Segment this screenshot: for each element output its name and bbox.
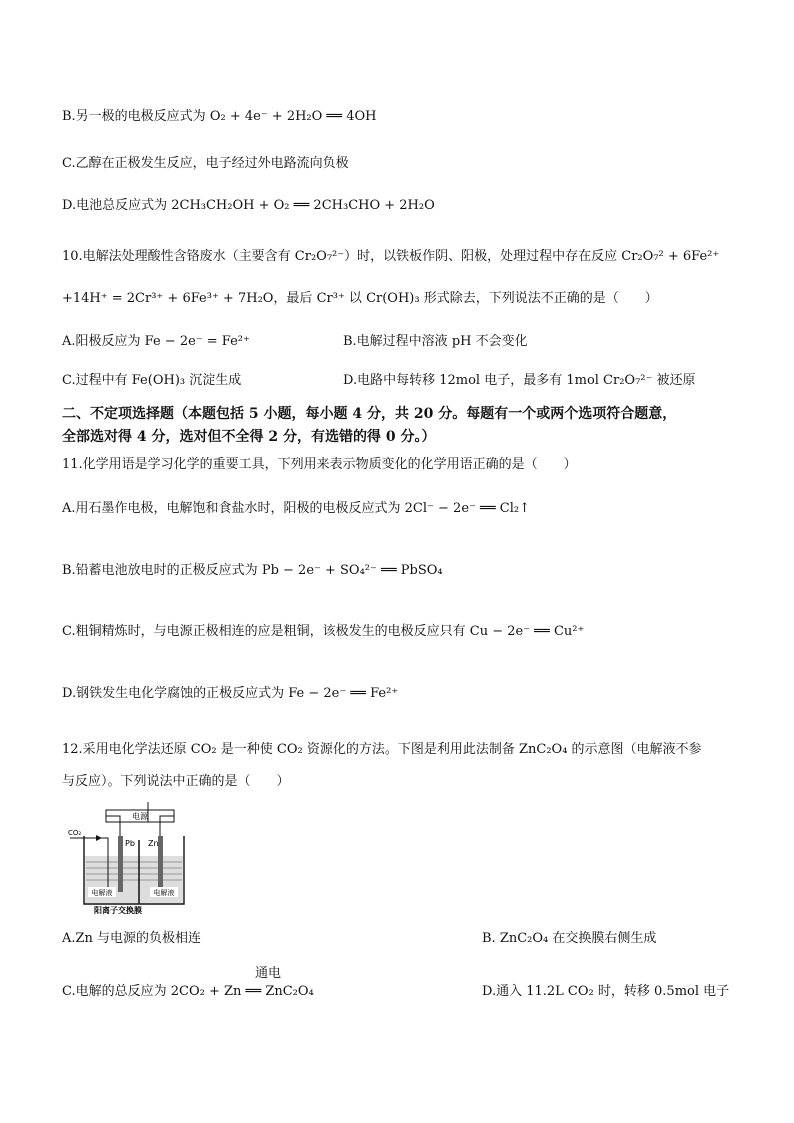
q12-c-condition: 通电: [255, 966, 282, 981]
q12-option-d: D.通入 11.2L CO₂ 时，转移 0.5mol 电子: [482, 984, 730, 999]
q11-option-a: A.用石墨作电极，电解饱和食盐水时，阳极的电极反应式为 2Cl⁻ − 2e⁻ ══ Cl₂↑: [62, 501, 531, 516]
section2-heading-line1: 二、不定项选择题（本题包括 5 小题，每小题 4 分，共 20 分。每题有一个或两个选项符合题意，: [62, 406, 677, 422]
membrane-label: 阳离子交换膜: [94, 906, 142, 915]
q12-stem-line1: 12.采用电化学法还原 CO₂ 是一种使 CO₂ 资源化的方法。下图是利用此法制备 ZnC₂O₄ 的示意图（电解液不参: [62, 742, 702, 757]
q10-stem-line1: 10.电解法处理酸性含铬废水（主要含有 Cr₂O₇²⁻）时，以铁板作阴、阳极，处理过程中存在反应 Cr₂O₇² + 6Fe²⁺: [62, 249, 720, 264]
q11-stem: 11.化学用语是学习化学的重要工具，下列用来表示物质变化的化学用语正确的是（ ）: [62, 457, 577, 472]
q11-option-b: B.铅蓄电池放电时的正极反应式为 Pb − 2e⁻ + SO₄²⁻ ══ PbSO₄: [62, 563, 443, 578]
q10-option-b: B.电解过程中溶液 pH 不会变化: [343, 334, 528, 349]
electrolysis-cell-diagram: [66, 800, 196, 915]
q10-option-a: A.阳极反应为 Fe − 2e⁻ = Fe²⁺: [62, 334, 250, 349]
q9-option-b: B.另一极的电极反应式为 O₂ + 4e⁻ + 2H₂O ══ 4OH: [62, 109, 377, 124]
zn-label: Zn: [148, 839, 159, 848]
pb-label: Pb: [125, 839, 135, 848]
q12-option-a: A.Zn 与电源的负极相连: [62, 931, 202, 946]
pb-electrode: [118, 836, 123, 892]
q10-stem-line2: +14H⁺ = 2Cr³⁺ + 6Fe³⁺ + 7H₂O，最后 Cr³⁺ 以 Cr(OH)₃ 形式除去，下列说法不正确的是（ ）: [62, 291, 658, 306]
q12-option-c: C.电解的总反应为 2CO₂ + Zn ══ ZnC₂O₄: [62, 984, 314, 999]
section2-heading-line2: 全部选对得 4 分，选对但不全得 2 分，有选错的得 0 分。）: [62, 429, 436, 445]
right-electrolyte-label: 电解液: [153, 889, 175, 897]
q10-option-d: D.电路中每转移 12mol 电子，最多有 1mol Cr₂O₇²⁻ 被还原: [343, 373, 696, 388]
q11-option-d: D.钢铁发生电化学腐蚀的正极反应式为 Fe − 2e⁻ ══ Fe²⁺: [62, 686, 399, 701]
q12-stem-line2: 与反应）。下列说法中正确的是（ ）: [62, 774, 290, 789]
q9-option-d: D.电池总反应式为 2CH₃CH₂OH + O₂ ══ 2CH₃CHO + 2H₂O: [62, 198, 435, 213]
power-label: 电源: [132, 812, 148, 821]
q9-option-c: C.乙醇在正极发生反应，电子经过外电路流向负极: [62, 156, 349, 171]
q11-option-c: C.粗铜精炼时，与电源正极相连的应是粗铜，该极发生的电极反应只有 Cu − 2e⁻ ══ Cu²⁺: [62, 624, 585, 639]
q12-option-b: B. ZnC₂O₄ 在交换膜右侧生成: [482, 931, 657, 946]
q10-option-c: C.过程中有 Fe(OH)₃ 沉淀生成: [62, 373, 242, 388]
co2-label: CO₂: [68, 829, 82, 837]
left-electrolyte-label: 电解液: [91, 889, 113, 897]
zn-electrode: [158, 836, 163, 892]
